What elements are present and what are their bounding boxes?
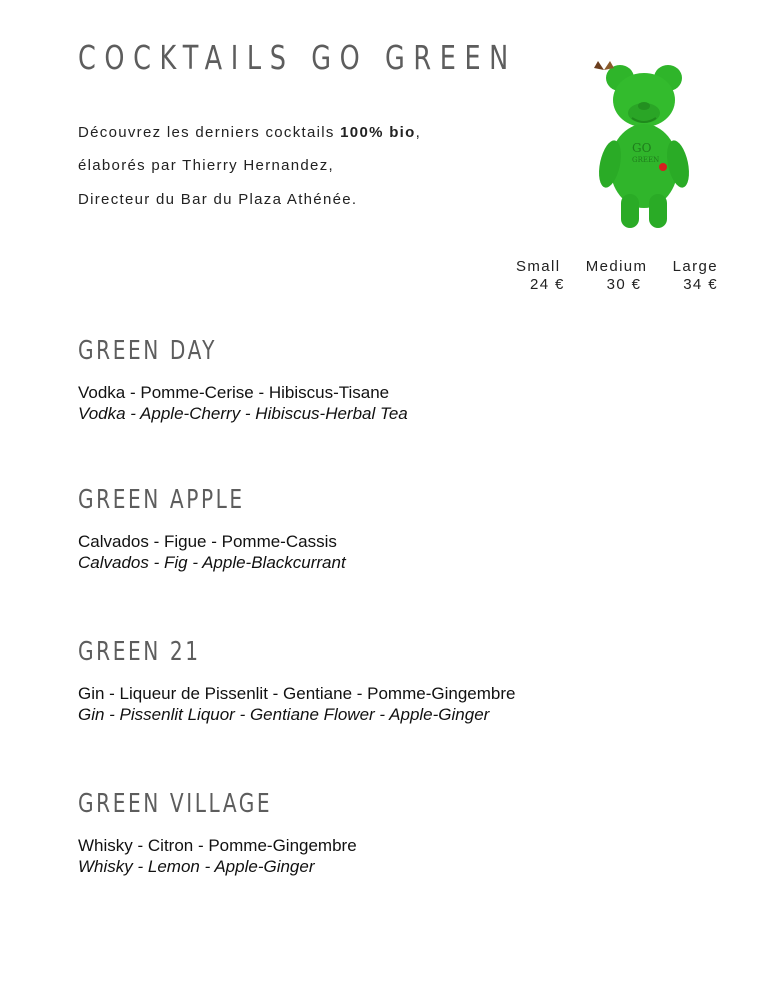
cocktail-name: GREEN APPLE <box>78 485 245 515</box>
cocktail-green-21 <box>78 637 515 725</box>
go-green-bear-image <box>590 56 700 232</box>
cocktail-ingredients-fr: Whisky - Citron - Pomme-Gingembre <box>78 836 357 855</box>
intro-highlight: 100% bio <box>340 124 416 141</box>
price-small: 24 € <box>530 276 565 293</box>
cocktail-ingredients-en: Gin - Pissenlit Liquor - Gentiane Flower - Apple-Ginger <box>78 705 490 724</box>
size-small: Small <box>516 258 561 275</box>
cocktail-ingredients-fr: Gin - Liqueur de Pissenlit - Gentiane - Pomme-Gingembre <box>78 684 516 703</box>
cocktail-ingredients-en: Calvados - Fig - Apple-Blackcurrant <box>78 553 346 572</box>
size-prices <box>516 276 718 293</box>
cocktail-ingredients-fr: Calvados - Figue - Pomme-Cassis <box>78 532 337 551</box>
cocktail-green-village <box>78 789 357 877</box>
size-medium: Medium <box>585 258 648 275</box>
size-price-table <box>516 258 718 293</box>
bear-logo-go: GO <box>632 141 652 155</box>
intro-line-2: élaborés par Thierry Hernandez, <box>78 157 334 174</box>
size-labels <box>516 258 718 275</box>
price-large: 34 € <box>683 276 718 293</box>
bear-logo-green: GREEN <box>632 156 660 164</box>
size-large: Large <box>672 258 718 275</box>
price-medium: 30 € <box>606 276 642 293</box>
cocktail-ingredients-fr: Vodka - Pomme-Cerise - Hibiscus-Tisane <box>78 383 390 402</box>
intro-text: Découvrez les derniers cocktails <box>78 124 335 141</box>
ladybug-icon <box>659 163 667 171</box>
cocktail-green-day <box>78 336 408 424</box>
intro-line-3: Directeur du Bar du Plaza Athénée. <box>78 191 358 208</box>
cocktail-name: GREEN DAY <box>78 336 218 366</box>
intro-punctuation: , <box>415 124 422 141</box>
menu-title: COCKTAILS GO GREEN <box>78 38 517 77</box>
cocktail-green-apple <box>78 485 346 573</box>
intro-line-1 <box>78 124 421 141</box>
cocktail-ingredients-en: Whisky - Lemon - Apple-Ginger <box>78 857 315 876</box>
cocktail-name: GREEN VILLAGE <box>78 789 273 819</box>
cocktail-name: GREEN 21 <box>78 637 201 667</box>
cocktail-ingredients-en: Vodka - Apple-Cherry - Hibiscus-Herbal Tea <box>78 404 408 423</box>
